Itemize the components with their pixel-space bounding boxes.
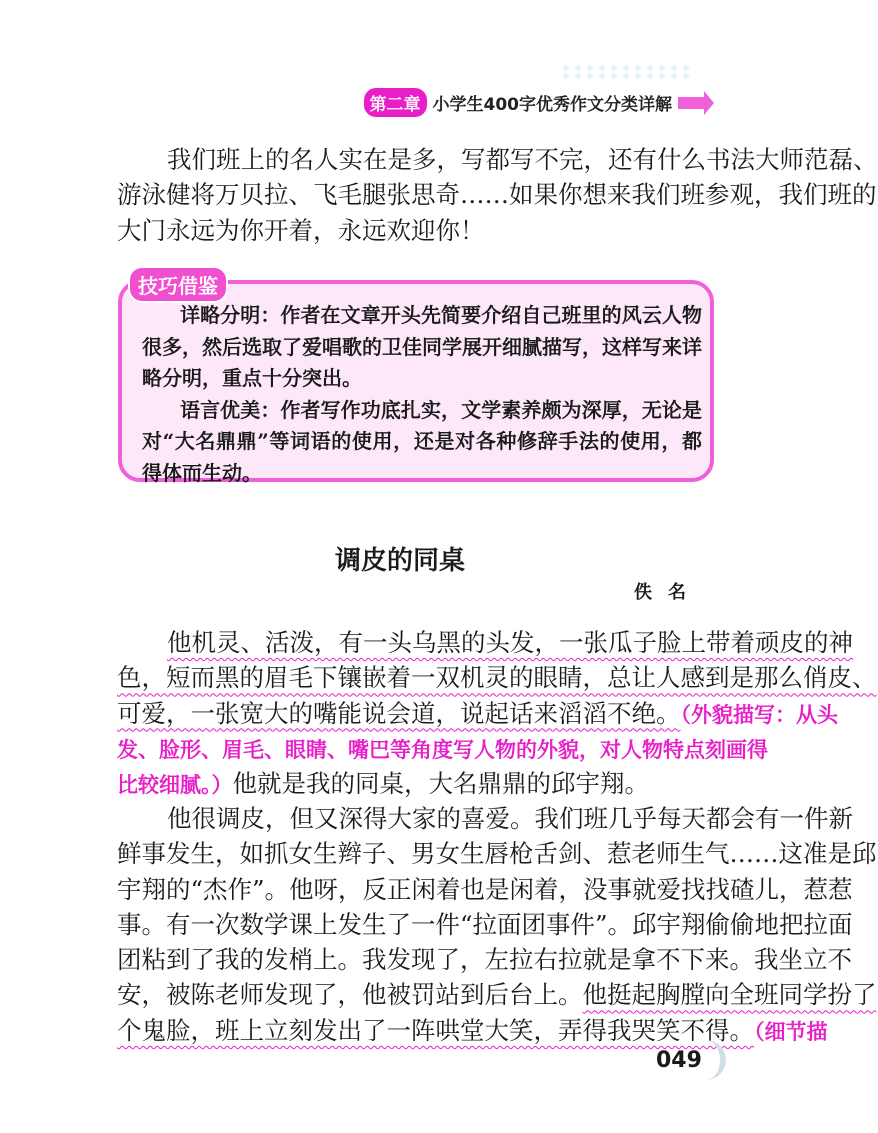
- running-header: [364, 88, 705, 117]
- underlined-text: 可爱，一张宽大的嘴能说会道，说起话来滔滔不绝。: [117, 698, 681, 728]
- paragraph-3: [117, 801, 877, 1048]
- arrow-icon: [678, 97, 704, 109]
- tips-line: 得体而生动。: [142, 460, 262, 485]
- text-line: [117, 660, 877, 695]
- annotation-text: 比较细腻。）: [117, 772, 233, 798]
- page-corner-decoration: [700, 1040, 726, 1080]
- body-text: 宇翔的“杰作”。他呀，反正闲着也是闲着，没事就爱找找碴儿，惹惹: [117, 874, 853, 904]
- body-text: 游泳健将万贝拉、飞毛腿张思奇……如果你想来我们班参观，我们班的: [117, 180, 877, 210]
- body-text: 安，被陈老师发现了，他被罚站到后台上。: [117, 980, 583, 1010]
- body-text: 事。有一次数学课上发生了一件“拉面团事件”。邱宇翔偷偷地把拉面: [117, 909, 853, 939]
- body-text: 鲜事发生，如抓女生辫子、男女生唇枪舌剑、惹老师生气……这准是邱: [117, 839, 877, 869]
- text-line: [117, 625, 853, 660]
- annotation-text: （外貌描写：从头: [680, 701, 838, 727]
- body-text: 团粘到了我的发梢上。我发现了，左拉右拉就是拿不下来。我坐立不: [117, 945, 852, 975]
- header-title: 小学生400字优秀作文分类详解: [432, 95, 672, 115]
- text-line: [117, 1013, 828, 1048]
- tips-line: 详略分明：作者在文章开头先简要介绍自己班里的风云人物: [180, 303, 702, 327]
- tips-label: 技巧借鉴: [128, 266, 228, 303]
- tips-text: [142, 300, 702, 489]
- decorative-dots: [560, 64, 690, 80]
- body-text: 他就是我的同桌，大名鼎鼎的邱宇翔。: [232, 769, 649, 799]
- body-text: 大门永远为你开着，永远欢迎你！: [117, 215, 485, 245]
- underlined-text: 他机灵、活泼，有一头乌黑的头发，一张瓜子脸上带着顽皮的神: [167, 628, 853, 657]
- text-line: [117, 177, 877, 212]
- text-line: [117, 696, 838, 731]
- underlined-text: 他挺起胸膛向全班同学扮了: [582, 980, 877, 1010]
- text-line: [117, 977, 877, 1012]
- essay-author: 佚名: [634, 582, 702, 603]
- tips-line: 略分明，重点十分突出。: [142, 366, 362, 390]
- text-line: [117, 213, 705, 248]
- chapter-badge: 第二章: [364, 88, 427, 117]
- tips-line: 语言优美：作者写作功底扎实，文学素养颇为深厚，无论是: [180, 397, 702, 422]
- body-text: 他很调皮，但又深得大家的喜爱。我们班几乎每天都会有一件新: [167, 804, 853, 833]
- underlined-text: 色，短而黑的眉毛下镶嵌着一双机灵的眼睛，总让人感到是那么俏皮、: [117, 663, 877, 693]
- page-number: 049: [656, 1048, 702, 1073]
- text-line: [117, 836, 877, 871]
- paragraph-2: [117, 625, 877, 801]
- text-line: [117, 801, 853, 836]
- text-line: [117, 731, 768, 766]
- text-line: [117, 142, 878, 177]
- annotation-text: （细节描: [754, 1018, 828, 1044]
- text-line: [117, 942, 852, 977]
- body-text: 我们班上的名人实在是多，写都写不完，还有什么书法大师范磊、: [167, 145, 878, 174]
- text-line: [117, 907, 853, 942]
- text-line: [117, 766, 705, 801]
- tips-line: 对“大名鼎鼎”等词语的使用，还是对各种修辞手法的使用，都: [142, 429, 702, 453]
- text-line: [117, 872, 853, 907]
- essay-title: 调皮的同桌: [334, 546, 465, 576]
- annotation-text: 发、脸形、眉毛、眼睛、嘴巴等角度写人物的外貌，对人物特点刻画得: [117, 736, 768, 762]
- underlined-text: 个鬼脸，班上立刻发出了一阵哄堂大笑，弄得我哭笑不得。: [117, 1015, 754, 1045]
- tips-line: 很多，然后选取了爱唱歌的卫佳同学展开细腻描写，这样写来详: [142, 334, 702, 359]
- paragraph-1: [117, 142, 878, 248]
